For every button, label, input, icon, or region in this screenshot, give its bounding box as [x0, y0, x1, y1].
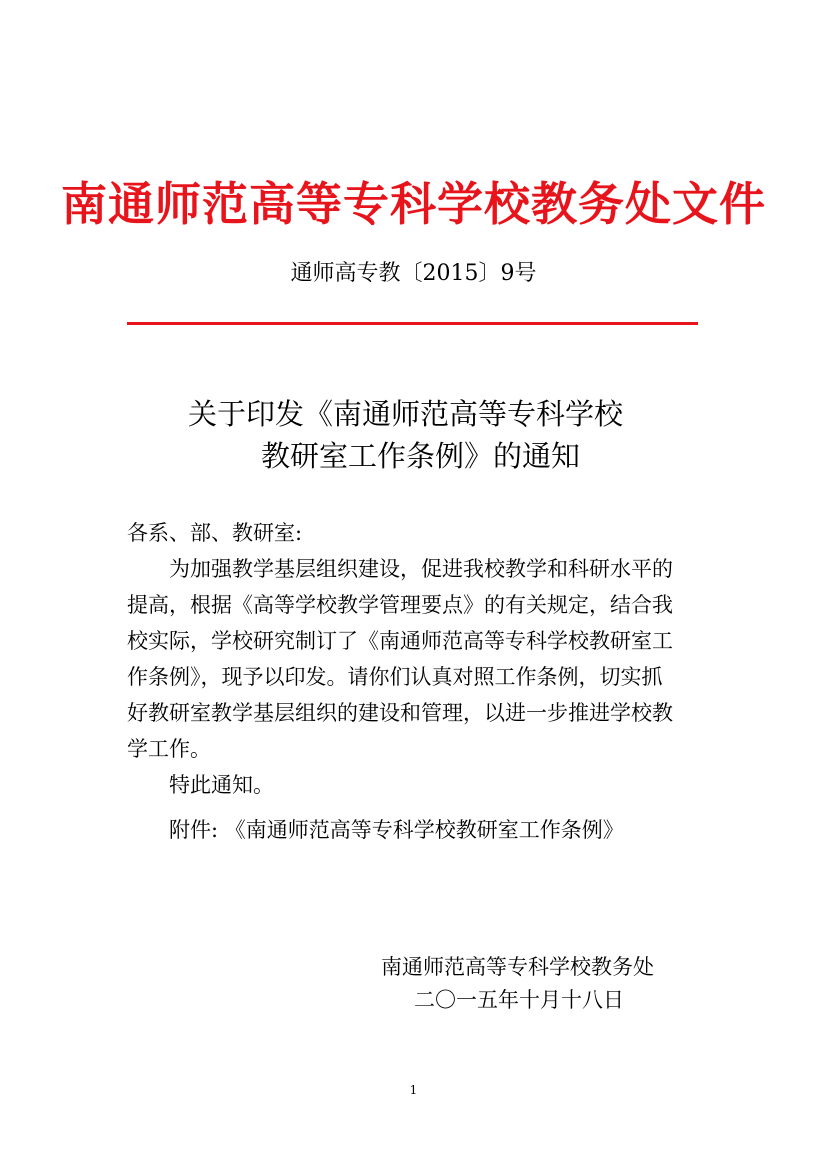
salutation: 各系、部、教研室:	[127, 521, 303, 545]
page-number: 1	[409, 1083, 418, 1097]
closing-remark: 特此通知。	[169, 773, 274, 797]
issue-date: 二〇一五年十月十八日	[414, 988, 624, 1012]
paragraph-line: 学工作。	[127, 737, 211, 761]
header-divider	[127, 322, 698, 325]
issuer-signature: 南通师范高等专科学校教务处	[381, 955, 654, 979]
notice-title-line-2: 教研室工作条例》的通知	[261, 439, 581, 473]
paragraph-line: 作条例》，现予以印发。请你们认真对照工作条例，切实抓	[127, 665, 663, 689]
paragraph-line: 好教研室教学基层组织的建设和管理，以进一步推进学校教	[127, 701, 673, 725]
notice-title-line-1: 关于印发《南通师范高等专科学校	[188, 397, 624, 431]
document-number: 通师高专教〔2015〕9号	[290, 261, 537, 286]
attachment-note: 附件: 《南通师范高等专科学校教研室工作条例》	[169, 818, 624, 842]
paragraph-line: 校实际，学校研究制订了《南通师范高等专科学校教研室工	[127, 629, 673, 653]
document-header-title: 南通师范高等专科学校教务处文件	[61, 177, 766, 231]
body-paragraph	[127, 551, 707, 767]
paragraph-line: 为加强教学基层组织建设，促进我校教学和科研水平的	[169, 557, 673, 581]
paragraph-line: 提高，根据《高等学校教学管理要点》的有关规定，结合我	[127, 593, 673, 617]
